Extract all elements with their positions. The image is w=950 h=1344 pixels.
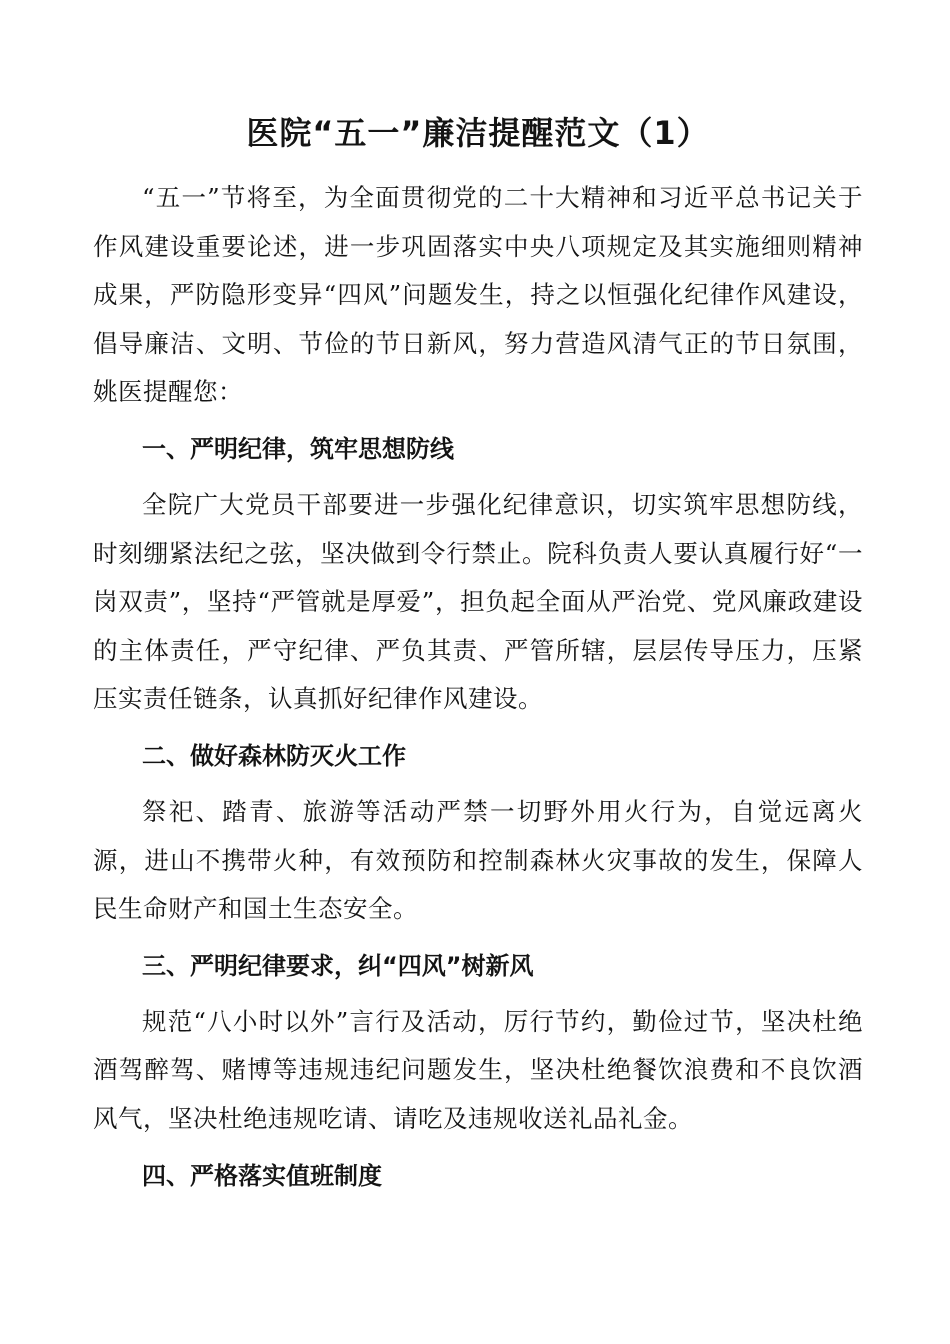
section-heading-3: 三、严明纪律要求，纠“四风”树新风 — [142, 951, 534, 980]
intro-paragraph: “五一”节将至，为全面贯彻党的二十大精神和习近平总书记关于作风建设重要论述，进一步巩固落实中央八项规定及其实施细则精神成果，严防隐形变异“四风”问题发生，持之以恒强化纪律作风建设，倡导廉洁、文明、节俭的节日新风，努力营造风清气正的节日氛围，姚医提醒您： — [93, 183, 863, 407]
document-page — [93, 108, 863, 1208]
document-title: 医院“五一”廉洁提醒范文（1） — [246, 114, 710, 152]
section-heading-2: 二、做好森林防灭火工作 — [142, 741, 406, 770]
section-heading-1: 一、严明纪律，筑牢思想防线 — [142, 434, 454, 463]
section-heading-4: 四、严格落实值班制度 — [142, 1161, 382, 1190]
section-body-3: 规范“八小时以外”言行及活动，厉行节约，勤俭过节，坚决杜绝酒驾醉驾、赌博等违规违纪问题发生，坚决杜绝餐饮浪费和不良饮酒风气，坚决杜绝违规吃请、请吃及违规收送礼品礼金。 — [93, 1006, 863, 1133]
section-body-2: 祭祀、踏青、旅游等活动严禁一切野外用火行为，自觉远离火源，进山不携带火种，有效预防和控制森林火灾事故的发生，保障人民生命财产和国土生态安全。 — [93, 796, 863, 924]
section-body-1: 全院广大党员干部要进一步强化纪律意识，切实筑牢思想防线，时刻绷紧法纪之弦，坚决做到令行禁止。院科负责人要认真履行好“一岗双责”，坚持“严管就是厚爱”，担负起全面从严治党、党风廉政建设的主体责任，严守纪律、严负其责、严管所辖，层层传导压力，压紧压实责任链条，认真抓好纪律作风建设。 — [93, 489, 863, 714]
